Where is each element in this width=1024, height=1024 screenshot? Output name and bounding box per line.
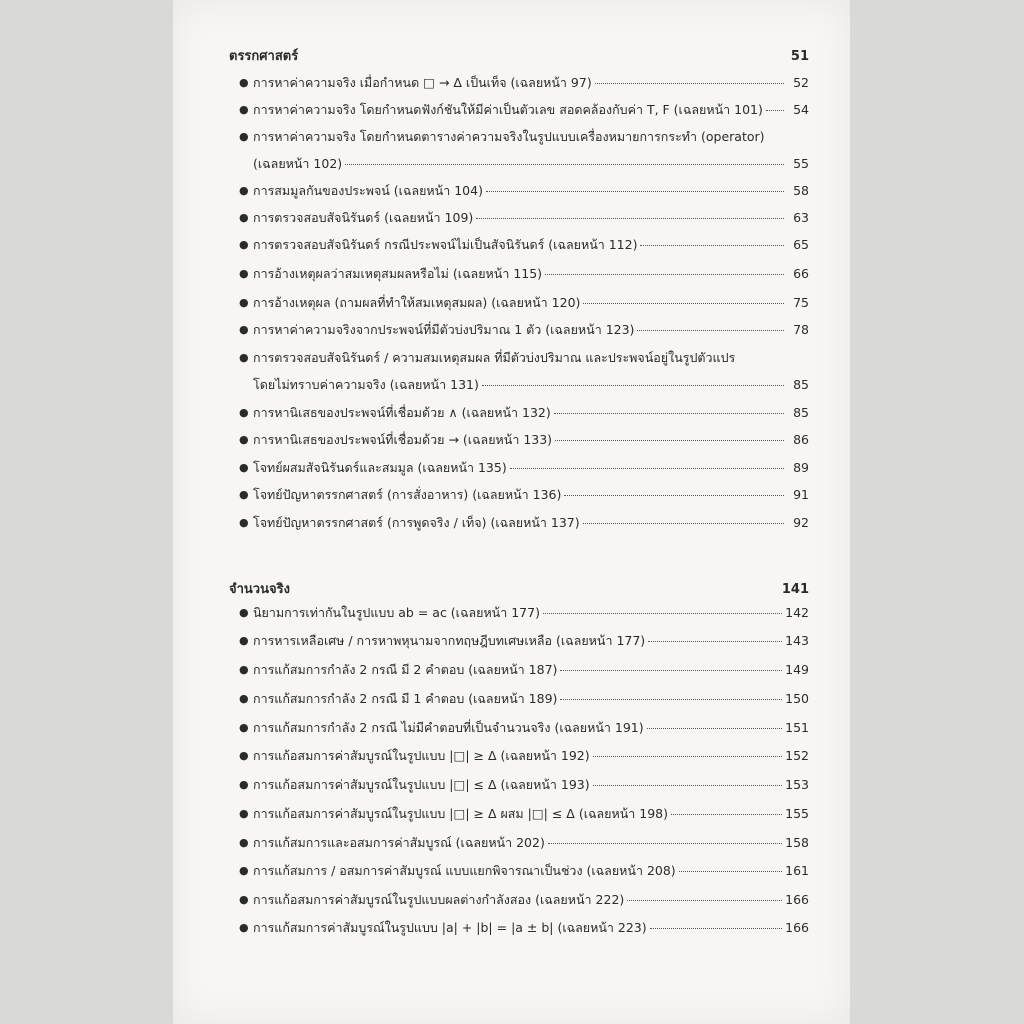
dot-leader (345, 164, 784, 165)
toc-entry (229, 403, 809, 422)
section-heading (229, 578, 809, 598)
dot-leader (648, 641, 782, 642)
toc-entry (229, 293, 809, 312)
dot-leader (555, 440, 784, 441)
toc-entry (229, 775, 809, 794)
bullet-icon: ● (239, 184, 249, 197)
toc-entry-page: 143 (785, 633, 809, 648)
bullet-icon: ● (239, 323, 249, 336)
toc-entry-text: การหารเหลือเศษ / การหาพหุนามจากทฤษฎีบทเศษเหลือ (เฉลยหน้า 177) (253, 633, 646, 648)
toc-entry-page: 63 (793, 210, 809, 225)
toc-entry (229, 458, 809, 477)
toc-entry-page: 54 (793, 102, 809, 117)
toc-entry (229, 660, 809, 679)
toc-entry (229, 718, 809, 737)
toc-entry (229, 485, 809, 504)
toc-entry-page: 155 (785, 806, 809, 821)
bullet-icon: ● (239, 864, 249, 877)
bullet-icon: ● (239, 836, 249, 849)
toc-entry-text: การตรวจสอบสัจนิรันดร์ (เฉลยหน้า 109) (253, 210, 474, 225)
toc-entry (229, 235, 809, 254)
bullet-icon: ● (239, 296, 249, 309)
toc-entry-text: การอ้างเหตุผลว่าสมเหตุสมผลหรือไม่ (เฉลยหน้า 115) (253, 266, 543, 281)
toc-entry-page: 85 (793, 377, 809, 392)
toc-entry (229, 689, 809, 708)
toc-entry-text: การแก้สมการกำลัง 2 กรณี มี 2 คำตอบ (เฉลยหน้า 187) (253, 662, 558, 677)
toc-section-real-numbers (229, 578, 809, 935)
toc-entry (229, 100, 809, 119)
bullet-icon: ● (239, 488, 249, 501)
dot-leader (476, 218, 784, 219)
toc-entry (229, 513, 809, 532)
toc-entry-text: การแก้สมการและอสมการค่าสัมบูรณ์ (เฉลยหน้า 202) (253, 835, 545, 850)
toc-entry (229, 127, 809, 173)
bullet-icon: ● (239, 606, 249, 619)
dot-leader (510, 468, 784, 469)
toc-entry (229, 746, 809, 765)
dot-leader (554, 413, 784, 414)
toc-entry (229, 181, 809, 200)
toc-entry (229, 208, 809, 227)
bullet-icon: ● (239, 921, 249, 934)
toc-entry-page: 66 (793, 266, 809, 281)
bullet-icon: ● (239, 238, 249, 251)
bullet-icon: ● (239, 267, 249, 280)
toc-entry-page: 153 (785, 777, 809, 792)
bullet-icon: ● (239, 76, 249, 89)
toc-entry-page: 58 (793, 183, 809, 198)
bullet-icon: ● (239, 634, 249, 647)
toc-entry (229, 918, 809, 937)
dot-leader (564, 495, 784, 496)
toc-entry-text: การแก้อสมการค่าสัมบูรณ์ในรูปแบบ |□| ≤ Δ (เฉลยหน้า 193) (253, 777, 590, 792)
toc-entry (229, 833, 809, 852)
section-title: จำนวนจริง (229, 582, 290, 597)
dot-leader (679, 871, 782, 872)
toc-entry-page: 52 (793, 75, 809, 90)
dot-leader (548, 843, 782, 844)
toc-entry-text: โจทย์ปัญหาตรรกศาสตร์ (การพูดจริง / เท็จ) (เฉลยหน้า 137) (253, 515, 580, 530)
toc-entry (229, 890, 809, 909)
toc-entry-page: 78 (793, 322, 809, 337)
dot-leader (560, 699, 782, 700)
toc-entry-page: 166 (785, 920, 809, 935)
bullet-icon: ● (239, 433, 249, 446)
dot-leader (647, 728, 783, 729)
toc-entry-page: 158 (785, 835, 809, 850)
toc-entry-text: การหาค่าความจริงจากประพจน์ที่มีตัวบ่งปริมาณ 1 ตัว (เฉลยหน้า 123) (253, 322, 635, 337)
dot-leader (486, 191, 784, 192)
bullet-icon: ● (239, 461, 249, 474)
toc-entry-text: การสมมูลกันของประพจน์ (เฉลยหน้า 104) (253, 183, 483, 198)
toc-entry-page: 142 (785, 605, 809, 620)
dot-leader (482, 385, 784, 386)
dot-leader (595, 83, 784, 84)
toc-entry-page: 161 (785, 863, 809, 878)
dot-leader (627, 900, 782, 901)
toc-section-logic (229, 45, 809, 530)
dot-leader (671, 814, 782, 815)
toc-entry-text: การหานิเสธของประพจน์ที่เชื่อมด้วย → (เฉลยหน้า 133) (253, 432, 553, 447)
toc-entry-text: การตรวจสอบสัจนิรันดร์ กรณีประพจน์ไม่เป็นสัจนิรันดร์ (เฉลยหน้า 112) (253, 237, 638, 252)
dot-leader (543, 613, 782, 614)
toc-entry (229, 264, 809, 283)
toc-entry-text: การอ้างเหตุผล (ถามผลที่ทำให้สมเหตุสมผล) (เฉลยหน้า 120) (253, 295, 581, 310)
bullet-icon: ● (239, 749, 249, 762)
toc-entry-page: 151 (785, 720, 809, 735)
toc-entry (229, 73, 809, 92)
toc-entry-text: การตรวจสอบสัจนิรันดร์ / ความสมเหตุสมผล ที่มีตัวบ่งปริมาณ และประพจน์อยู่ในรูปตัวแปร (253, 350, 736, 365)
toc-entry-page: 92 (793, 515, 809, 530)
bullet-icon: ● (239, 130, 249, 143)
toc-entry (229, 348, 809, 394)
bullet-icon: ● (239, 351, 249, 364)
dot-leader (583, 523, 784, 524)
toc-entry-text: การหานิเสธของประพจน์ที่เชื่อมด้วย ∧ (เฉลยหน้า 132) (253, 405, 551, 420)
bullet-icon: ● (239, 663, 249, 676)
toc-entry-continuation: (เฉลยหน้า 102) (253, 156, 343, 171)
dot-leader (650, 928, 783, 929)
toc-entry-text: การหาค่าความจริง เมื่อกำหนด □ → Δ เป็นเท็จ (เฉลยหน้า 97) (253, 75, 592, 90)
toc-entry (229, 320, 809, 339)
section-heading (229, 45, 809, 65)
dot-leader (593, 756, 783, 757)
toc-entry-text: นิยามการเท่ากันในรูปแบบ ab = ac (เฉลยหน้า 177) (253, 605, 540, 620)
toc-entry-page: 89 (793, 460, 809, 475)
toc-entry-page: 91 (793, 487, 809, 502)
toc-entry-text: การแก้อสมการค่าสัมบูรณ์ในรูปแบบ |□| ≥ Δ (เฉลยหน้า 192) (253, 748, 590, 763)
toc-entry-page: 55 (793, 156, 809, 171)
toc-entry-text: การแก้อสมการค่าสัมบูรณ์ในรูปแบบ |□| ≥ Δ ผสม |□| ≤ Δ (เฉลยหน้า 198) (253, 806, 668, 821)
toc-entry-text: การแก้สมการ / อสมการค่าสัมบูรณ์ แบบแยกพิจารณาเป็นช่วง (เฉลยหน้า 208) (253, 863, 676, 878)
toc-entry-page: 75 (793, 295, 809, 310)
dot-leader (637, 330, 784, 331)
toc-entry-text: โจทย์ปัญหาตรรกศาสตร์ (การสั่งอาหาร) (เฉลยหน้า 136) (253, 487, 562, 502)
toc-entry (229, 631, 809, 650)
toc-entry-page: 86 (793, 432, 809, 447)
bullet-icon: ● (239, 778, 249, 791)
toc-entry-page: 150 (785, 691, 809, 706)
toc-entry-text: การหาค่าความจริง โดยกำหนดตารางค่าความจริงในรูปแบบเครื่องหมายการกระทำ (operator) (253, 129, 765, 144)
dot-leader (593, 785, 783, 786)
bullet-icon: ● (239, 103, 249, 116)
toc-entry-text: การหาค่าความจริง โดยกำหนดฟังก์ชันให้มีค่าเป็นตัวเลข สอดคล้องกับค่า T, F (เฉลยหน้า 101) (253, 102, 763, 117)
section-title: ตรรกศาสตร์ (229, 49, 299, 64)
book-page (173, 0, 850, 1024)
toc-entry (229, 804, 809, 823)
bullet-icon: ● (239, 516, 249, 529)
bullet-icon: ● (239, 807, 249, 820)
bullet-icon: ● (239, 692, 249, 705)
toc-entry-text: โจทย์ผสมสัจนิรันดร์และสมมูล (เฉลยหน้า 135) (253, 460, 507, 475)
dot-leader (640, 245, 784, 246)
bullet-icon: ● (239, 721, 249, 734)
toc-entry-text: การแก้อสมการค่าสัมบูรณ์ในรูปแบบผลต่างกำลังสอง (เฉลยหน้า 222) (253, 892, 625, 907)
toc-entry-text: การแก้สมการกำลัง 2 กรณี ไม่มีคำตอบที่เป็นจำนวนจริง (เฉลยหน้า 191) (253, 720, 644, 735)
toc-entry-continuation: โดยไม่ทราบค่าความจริง (เฉลยหน้า 131) (253, 377, 479, 392)
dot-leader (560, 670, 782, 671)
toc-entry-page: 85 (793, 405, 809, 420)
toc-entry-text: การแก้สมการกำลัง 2 กรณี มี 1 คำตอบ (เฉลยหน้า 189) (253, 691, 558, 706)
bullet-icon: ● (239, 211, 249, 224)
toc-entry (229, 861, 809, 880)
toc-entry (229, 430, 809, 449)
bullet-icon: ● (239, 893, 249, 906)
toc-entry-page: 152 (785, 748, 809, 763)
bullet-icon: ● (239, 406, 249, 419)
toc-entry-page: 166 (785, 892, 809, 907)
toc-entry-page: 65 (793, 237, 809, 252)
section-page: 141 (781, 582, 809, 597)
dot-leader (545, 274, 784, 275)
section-page: 51 (790, 49, 809, 64)
toc-entry (229, 603, 809, 622)
toc-entry-text: การแก้สมการค่าสัมบูรณ์ในรูปแบบ |a| + |b| = |a ± b| (เฉลยหน้า 223) (253, 920, 647, 935)
dot-leader (766, 110, 784, 111)
dot-leader (583, 303, 784, 304)
toc-entry-page: 149 (785, 662, 809, 677)
